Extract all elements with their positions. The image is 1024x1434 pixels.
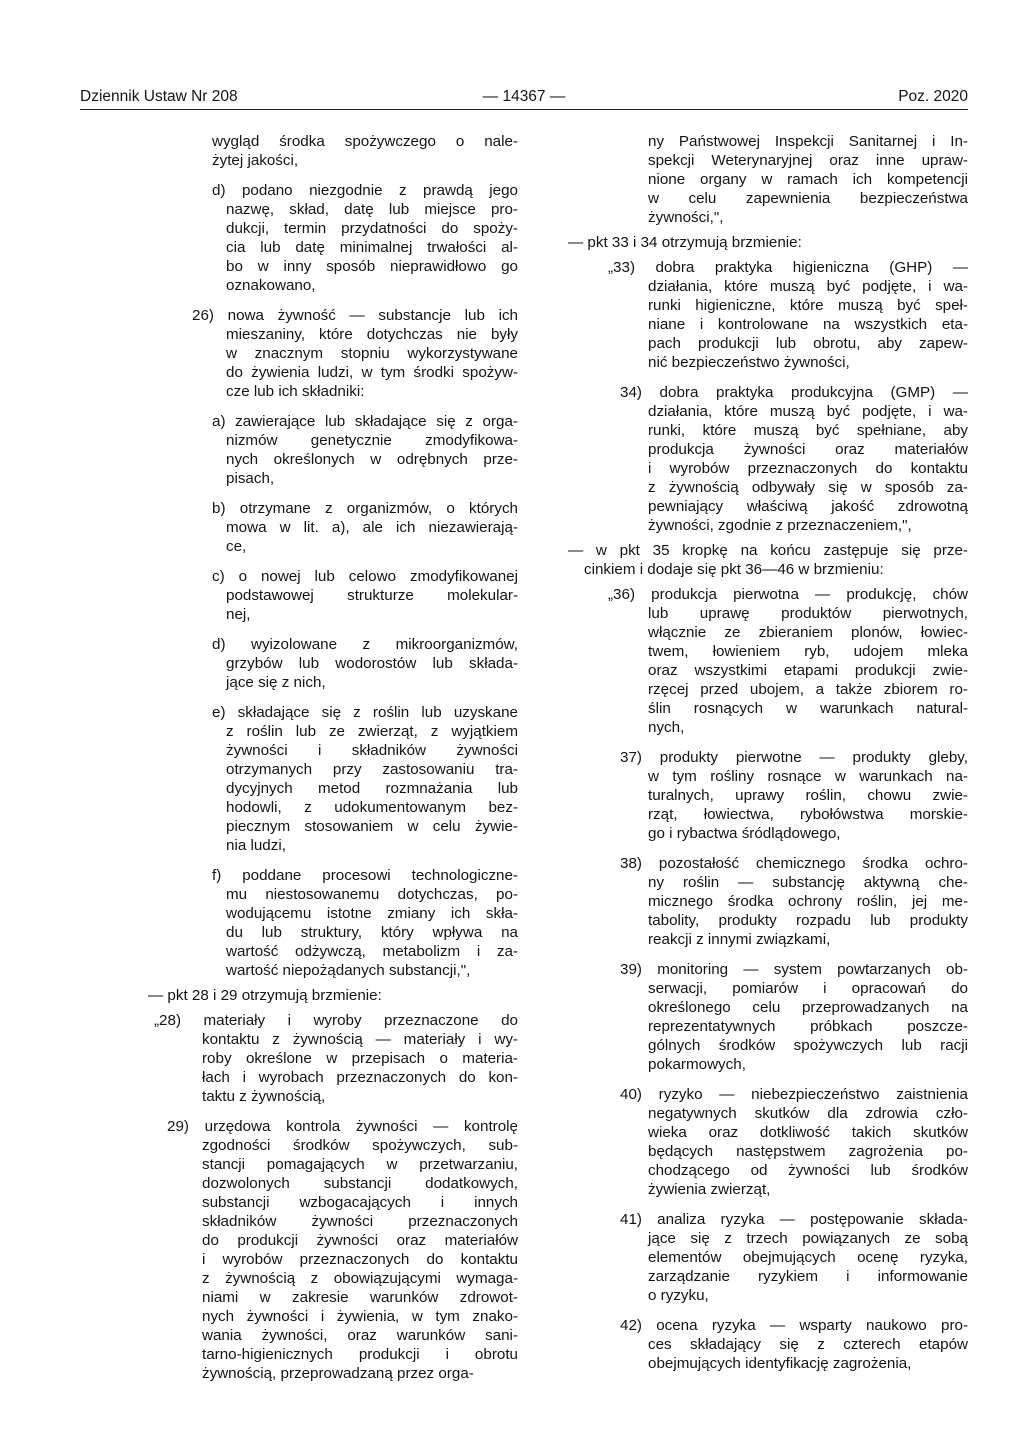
text-line: reprezentatywnych próbkach poszcze- [648,1018,968,1035]
text-line: podstawowej strukturze molekular- [226,587,518,604]
paragraph [568,585,968,737]
text-line: roby określone w przepisach o materia- [202,1050,518,1067]
text-line: hodowli, z udokumentowanym bez- [226,799,518,816]
paragraph-spacer [568,372,968,383]
text-line: będących następstwem zagrożenia po- [648,1143,968,1160]
text-line: wieka oraz dotkliwość takich skutków [648,1124,968,1141]
text-line: 41) analiza ryzyka — postępowanie składa- [620,1211,968,1228]
text-line: z żywnością z obowiązującymi wymaga- [202,1270,518,1287]
text-line: żywności, zgodnie z przeznaczeniem,", [648,517,912,534]
text-line: żytej jakości, [212,152,299,169]
text-line: nia ludzi, [226,837,286,854]
header-rule [80,109,968,110]
paragraph [120,866,518,980]
text-line: żywności i składników żywności [226,742,518,759]
paragraph-spacer [568,1199,968,1210]
text-line: substancji wzbogacających i innych [202,1194,518,1211]
paragraph [120,986,518,1005]
paragraph-spacer [568,949,968,960]
paragraph [568,1210,968,1305]
paragraph-spacer [120,401,518,412]
text-line: łach i wyrobach przeznaczonych do kon- [202,1069,518,1086]
text-line: produkcja żywności oraz materiałów [648,441,968,458]
text-line: du lub struktury, który wpływa na [226,924,518,941]
text-line: nić bezpieczeństwo żywności, [648,354,850,371]
text-line: e) składające się z roślin lub uzyskane [212,704,518,721]
text-line: 38) pozostałość chemicznego środka ochro- [620,855,968,872]
text-line: rzęcej przed ubojem, a także zbiorem ro- [648,681,968,698]
journal-title: Dziennik Ustaw Nr 208 [80,88,238,105]
text-line: wartość odżywczą, metabolizm i za- [226,943,518,960]
text-line: nych określonych w odrębnych prze- [226,451,518,468]
text-line: piecznym stosowaniem w celu żywie- [226,818,518,835]
text-line: f) poddane procesowi technologiczne- [212,867,518,884]
position-number: Poz. 2020 [898,88,968,105]
page-number: — 14367 — [482,88,566,105]
right-column [568,132,968,1373]
text-line: w tym rośliny rosnące w warunkach na- [648,768,968,785]
text-line: 34) dobra praktyka produkcyjna (GMP) — [620,384,968,401]
text-line: wygląd środka spożywczego o nale- [212,133,518,150]
text-line: tarno-higienicznych produkcji i obrotu [202,1346,518,1363]
paragraph-spacer [120,170,518,181]
text-line: 26) nowa żywność — substancje lub ich [192,307,518,324]
paragraph [120,1117,518,1383]
text-line: 37) produkty pierwotne — produkty gleby, [620,749,968,766]
text-line: cinkiem i dodaje się pkt 36—46 w brzmieniu: [584,561,884,578]
text-line: nych żywności i żywienia, w tym znako- [202,1308,518,1325]
text-line: działania, które muszą być podjęte, i wa- [648,278,968,295]
text-line: dozwolonych substancji dodatkowych, [202,1175,518,1192]
text-line: 40) ryzyko — niebezpieczeństwo zaistnienia [620,1086,968,1103]
text-line: oraz wszystkimi etapami produkcji zwie- [648,662,968,679]
text-line: pach produkcji lub obrotu, aby zapew- [648,335,968,352]
text-line: gólnych środków spożywczych lub racji [648,1037,968,1054]
text-line: spekcji Weterynaryjnej oraz inne upraw- [648,152,968,169]
text-line: zgodności środków spożywczych, sub- [202,1137,518,1154]
text-line: ny Państwowej Inspekcji Sanitarnej i In- [648,133,968,150]
paragraph [568,383,968,535]
paragraph [568,541,968,579]
text-line: stancji pomagających w przetwarzaniu, [202,1156,518,1173]
paragraph [120,703,518,855]
text-line: kontaktu z żywnością — materiały i wy- [202,1031,518,1048]
text-line: żywnością, przeprowadzaną przez orga- [202,1365,474,1382]
text-line: i wyrobów przeznaczonych do kontaktu [202,1251,518,1268]
paragraph [120,132,518,170]
text-line: mieszaniny, które dotychczas nie były [226,326,518,343]
text-line: runki higieniczne, które muszą być speł- [648,297,968,314]
text-line: żywności,", [648,209,724,226]
paragraph [568,1316,968,1373]
text-line: „33) dobra praktyka higieniczna (GHP) — [608,259,968,276]
text-line: mu niestosowanemu dotychczas, po- [226,886,518,903]
paragraph-spacer [120,295,518,306]
text-line: i wyrobów przeznaczonych do kontaktu [648,460,968,477]
text-line: obejmujących identyfikację zagrożenia, [648,1355,912,1372]
text-line: pokarmowych, [648,1056,746,1073]
text-line: ce, [226,538,247,555]
text-line: — pkt 28 i 29 otrzymują brzmienie: [148,987,382,1004]
text-line: elementów obejmujących ocenę ryzyka, [648,1249,968,1266]
text-line: do produkcji żywności oraz materiałów [202,1232,518,1249]
text-line: z żywnością odbywały się w sposób za- [648,479,968,496]
text-line: niane i kontrolowane na wszystkich eta- [648,316,968,333]
paragraph [120,635,518,692]
paragraph [120,306,518,401]
text-line: pisach, [226,470,275,487]
paragraph [568,1085,968,1199]
text-line: nych, [648,719,685,736]
text-line: rząt, łowiectwa, rybołówstwa morskie- [648,806,968,823]
text-line: w celu zapewnienia bezpieczeństwa [648,190,968,207]
paragraph [568,258,968,372]
paragraph [120,181,518,295]
text-line: bo w inny sposób nieprawidłowo go [226,258,518,275]
text-line: — pkt 33 i 34 otrzymują brzmienie: [568,234,802,251]
text-line: oznakowano, [226,277,316,294]
text-line: 29) urzędowa kontrola żywności — kontrolę [167,1118,518,1135]
text-line: grzybów lub wodorostów lub składa- [226,655,518,672]
text-line: pewniający właściwą jakość zdrowotną [648,498,968,515]
paragraph-spacer [568,737,968,748]
text-line: wodującemu istotne zmiany ich skła- [226,905,518,922]
text-line: ny roślin — substancję aktywną che- [648,874,968,891]
paragraph-spacer [568,843,968,854]
text-line: reakcji z innymi związkami, [648,931,831,948]
text-line: dukcji, termin przydatności do spoży- [226,220,518,237]
paragraph [120,499,518,556]
text-line: otrzymanych przy zastosowaniu tra- [226,761,518,778]
paragraph-spacer [120,855,518,866]
text-line: jące się z nich, [226,674,326,691]
text-line: c) o nowej lub celowo zmodyfikowanej [212,568,518,585]
paragraph [120,1011,518,1106]
text-line: micznego środka ochrony roślin, jej me- [648,893,968,910]
paragraph [568,748,968,843]
text-line: niami w zakresie warunków zdrowot- [202,1289,518,1306]
text-line: żywienia zwierząt, [648,1181,771,1198]
paragraph-spacer [120,556,518,567]
text-line: lub uprawę produktów pierwotnych, [648,605,968,622]
page-header [80,82,968,110]
paragraph [120,412,518,488]
text-line: nazwę, skład, datę lub miejsce pro- [226,201,518,218]
text-line: go i rybactwa śródlądowego, [648,825,841,842]
text-line: działania, które muszą być podjęte, i wa- [648,403,968,420]
text-line: ces składający się z czterech etapów [648,1336,968,1353]
text-line: o ryzyku, [648,1287,709,1304]
text-line: „36) produkcja pierwotna — produkcję, chów [608,586,968,603]
text-line: wania żywności, oraz warunków sani- [202,1327,518,1344]
text-line: runki, które muszą być spełniane, aby [648,422,968,439]
text-line: chodzącego od żywności lub środków [648,1162,968,1179]
paragraph [568,233,968,252]
text-line: określonego celu przeprowadzanych na [648,999,968,1016]
text-line: d) wyizolowane z mikroorganizmów, [212,636,518,653]
text-line: jące się z trzech powiązanych ze sobą [648,1230,968,1247]
paragraph-spacer [120,692,518,703]
text-line: tabolity, produkty rozpadu lub produkty [648,912,968,929]
text-line: nione organy w ramach ich kompetencji [648,171,968,188]
text-line: zarządzanie ryzykiem i informowanie [648,1268,968,1285]
text-line: 39) monitoring — system powtarzanych ob- [620,961,968,978]
text-line: turalnych, uprawy roślin, chowu zwie- [648,787,968,804]
text-line: d) podano niezgodnie z prawdą jego [212,182,518,199]
left-column [120,132,518,1383]
text-line: nej, [226,606,251,623]
text-line: włącznie ze zbieraniem plonów, łowiec- [648,624,968,641]
text-line: z roślin lub ze zwierząt, z wyjątkiem [226,723,518,740]
text-line: twem, łowieniem ryb, udojem mleka [648,643,968,660]
text-line: w znacznym stopniu wykorzystywane [226,345,518,362]
text-line: negatywnych skutków dla zdrowia czło- [648,1105,968,1122]
paragraph-spacer [120,1106,518,1117]
text-line: serwacji, pomiarów i opracowań do [648,980,968,997]
paragraph [568,132,968,227]
paragraph [568,854,968,949]
text-line: cia lub datę minimalnej trwałości al- [226,239,518,256]
text-line: składników żywności przeznaczonych [202,1213,518,1230]
text-line: — w pkt 35 kropkę na końcu zastępuje się prze- [568,542,968,559]
text-line: dycyjnych metod rozmnażania lub [226,780,518,797]
text-line: mowa w lit. a), ale ich niezawierają- [226,519,518,536]
text-line: nizmów genetycznie zmodyfikowa- [226,432,518,449]
paragraph-spacer [120,624,518,635]
paragraph [120,567,518,624]
paragraph-spacer [120,488,518,499]
text-line: taktu z żywnością, [202,1088,326,1105]
text-line: b) otrzymane z organizmów, o których [212,500,518,517]
paragraph [568,960,968,1074]
text-line: ślin rosnących w warunkach natural- [648,700,968,717]
text-line: cze lub ich składniki: [226,383,365,400]
paragraph-spacer [568,1074,968,1085]
text-line: 42) ocena ryzyka — wsparty naukowo pro- [620,1317,968,1334]
text-line: wartość niepożądanych substancji,", [226,962,471,979]
text-line: „28) materiały i wyroby przeznaczone do [154,1012,518,1029]
text-line: do żywienia ludzi, w tym środki spożyw- [226,364,518,381]
text-line: a) zawierające lub składające się z orga- [212,413,518,430]
paragraph-spacer [568,1305,968,1316]
